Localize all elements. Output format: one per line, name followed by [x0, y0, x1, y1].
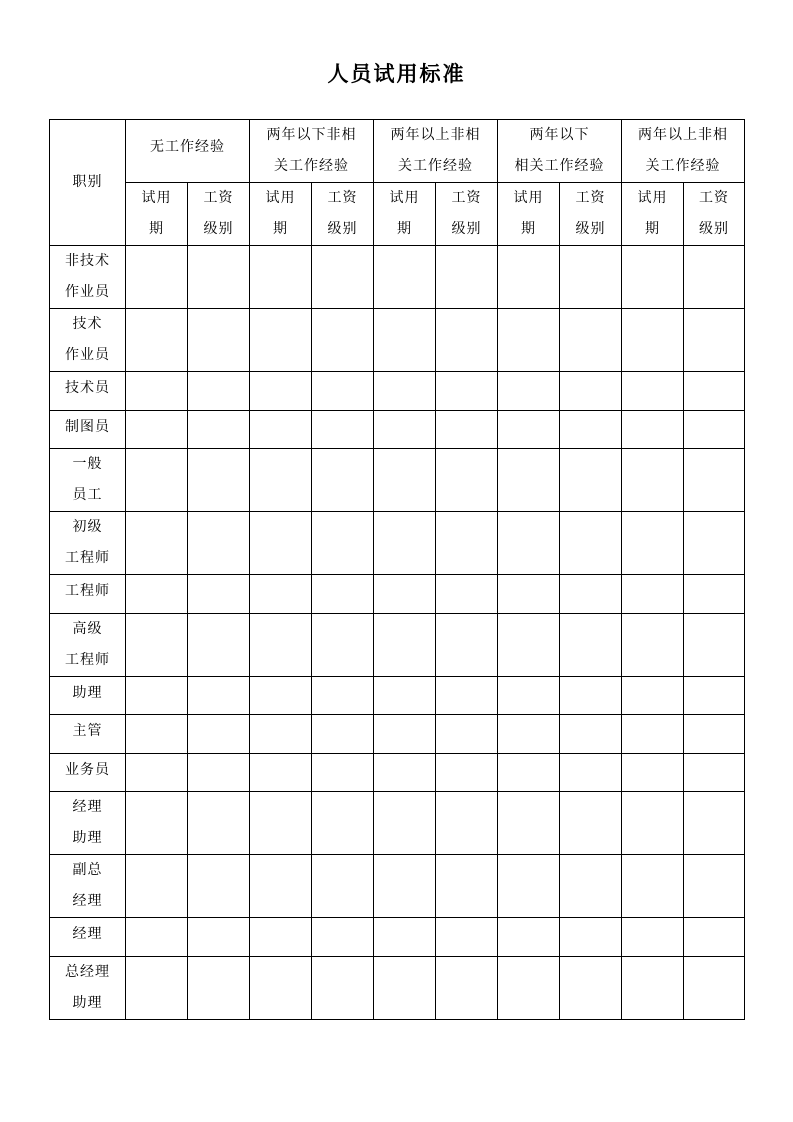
table-row [50, 918, 745, 957]
salary-value-cell[interactable] [684, 956, 745, 1019]
probation-value-cell[interactable] [126, 309, 188, 372]
probation-value-cell[interactable] [126, 372, 188, 411]
probation-value-cell[interactable] [622, 246, 684, 309]
salary-value-cell[interactable] [436, 918, 498, 957]
probation-value-cell[interactable] [622, 613, 684, 676]
probation-value-cell[interactable] [250, 918, 312, 957]
salary-value-cell[interactable] [684, 715, 745, 754]
role-cell [50, 246, 126, 309]
salary-header-cell [560, 183, 622, 246]
probation-value-cell[interactable] [498, 512, 560, 575]
salary-value-cell[interactable] [312, 512, 374, 575]
table-row [50, 575, 745, 614]
salary-value-cell[interactable] [436, 613, 498, 676]
group-header-cell [374, 120, 498, 183]
role-label: 一般 员工 [72, 456, 103, 503]
salary-header-cell [684, 183, 745, 246]
salary-value-cell[interactable] [188, 715, 250, 754]
salary-header-label: 工资 级别 [451, 190, 482, 237]
role-label: 主管 [72, 723, 103, 739]
salary-value-cell[interactable] [188, 575, 250, 614]
group-header-label: 两年以下非相 关工作经验 [266, 127, 357, 174]
probation-value-cell[interactable] [622, 449, 684, 512]
salary-value-cell[interactable] [312, 792, 374, 855]
probation-value-cell[interactable] [250, 512, 312, 575]
salary-value-cell[interactable] [188, 855, 250, 918]
role-label: 经理 [72, 926, 103, 942]
salary-header-label: 工资 级别 [699, 190, 729, 237]
table-row [50, 372, 745, 411]
table-row [50, 855, 745, 918]
probation-value-cell[interactable] [374, 676, 436, 715]
probation-value-cell[interactable] [126, 410, 188, 449]
salary-value-cell[interactable] [312, 372, 374, 411]
salary-value-cell[interactable] [312, 613, 374, 676]
probation-value-cell[interactable] [498, 449, 560, 512]
probation-value-cell[interactable] [126, 613, 188, 676]
probation-value-cell[interactable] [126, 246, 188, 309]
role-label: 制图员 [65, 418, 110, 435]
probation-value-cell[interactable] [622, 309, 684, 372]
role-cell [50, 676, 126, 715]
probation-value-cell[interactable] [498, 676, 560, 715]
group-header-cell [498, 120, 622, 183]
probation-value-cell[interactable] [250, 372, 312, 411]
probation-value-cell[interactable] [374, 410, 436, 449]
group-header-cell [622, 120, 745, 183]
salary-value-cell[interactable] [560, 792, 622, 855]
probation-value-cell[interactable] [374, 449, 436, 512]
role-label: 总经理 助理 [65, 963, 110, 1011]
salary-value-cell[interactable] [188, 613, 250, 676]
probation-value-cell[interactable] [374, 372, 436, 411]
role-header-cell [50, 120, 126, 246]
salary-value-cell[interactable] [436, 715, 498, 754]
role-label: 高级 工程师 [65, 620, 110, 668]
probation-value-cell[interactable] [250, 575, 312, 614]
probation-value-cell[interactable] [498, 410, 560, 449]
salary-value-cell[interactable] [436, 309, 498, 372]
salary-value-cell[interactable] [684, 676, 745, 715]
probation-value-cell[interactable] [498, 956, 560, 1019]
probation-header-cell [622, 183, 684, 246]
salary-value-cell[interactable] [560, 449, 622, 512]
salary-value-cell[interactable] [312, 956, 374, 1019]
salary-value-cell[interactable] [188, 753, 250, 792]
salary-value-cell[interactable] [684, 449, 745, 512]
probation-value-cell[interactable] [622, 792, 684, 855]
header-row-groups [50, 120, 745, 183]
role-cell [50, 372, 126, 411]
table-row [50, 792, 745, 855]
role-label: 经理 助理 [72, 799, 103, 846]
probation-value-cell[interactable] [374, 575, 436, 614]
salary-value-cell[interactable] [188, 512, 250, 575]
page-title: 人员试用标准 [327, 62, 466, 86]
salary-value-cell[interactable] [188, 449, 250, 512]
salary-value-cell[interactable] [188, 246, 250, 309]
salary-value-cell[interactable] [684, 246, 745, 309]
salary-value-cell[interactable] [312, 309, 374, 372]
probation-value-cell[interactable] [126, 512, 188, 575]
salary-value-cell[interactable] [560, 246, 622, 309]
probation-value-cell[interactable] [126, 792, 188, 855]
probation-value-cell[interactable] [622, 918, 684, 957]
probation-header-cell [250, 183, 312, 246]
salary-value-cell[interactable] [684, 613, 745, 676]
probation-value-cell[interactable] [250, 613, 312, 676]
salary-value-cell[interactable] [312, 918, 374, 957]
probation-standard-table [49, 119, 745, 1020]
salary-value-cell[interactable] [560, 613, 622, 676]
role-cell [50, 309, 126, 372]
role-label: 业务员 [65, 761, 110, 778]
role-cell [50, 575, 126, 614]
probation-value-cell[interactable] [374, 956, 436, 1019]
salary-value-cell[interactable] [436, 372, 498, 411]
probation-value-cell[interactable] [622, 715, 684, 754]
probation-value-cell[interactable] [250, 309, 312, 372]
table-row [50, 449, 745, 512]
role-label: 工程师 [65, 583, 110, 599]
table-row [50, 410, 745, 449]
salary-value-cell[interactable] [560, 410, 622, 449]
salary-value-cell[interactable] [436, 676, 498, 715]
salary-value-cell[interactable] [436, 956, 498, 1019]
table-row [50, 715, 745, 754]
probation-header-cell [126, 183, 188, 246]
probation-value-cell[interactable] [250, 715, 312, 754]
salary-value-cell[interactable] [188, 372, 250, 411]
salary-value-cell[interactable] [312, 449, 374, 512]
salary-value-cell[interactable] [684, 792, 745, 855]
group-header-label: 两年以上非相 关工作经验 [638, 127, 728, 174]
salary-value-cell[interactable] [436, 855, 498, 918]
salary-value-cell[interactable] [684, 918, 745, 957]
probation-value-cell[interactable] [374, 918, 436, 957]
probation-header-cell [374, 183, 436, 246]
salary-value-cell[interactable] [188, 676, 250, 715]
role-cell [50, 855, 126, 918]
role-cell [50, 792, 126, 855]
probation-value-cell[interactable] [498, 715, 560, 754]
role-cell [50, 449, 126, 512]
probation-value-cell[interactable] [250, 676, 312, 715]
probation-value-cell[interactable] [250, 449, 312, 512]
probation-value-cell[interactable] [126, 918, 188, 957]
salary-value-cell[interactable] [560, 855, 622, 918]
probation-value-cell[interactable] [498, 309, 560, 372]
salary-value-cell[interactable] [188, 309, 250, 372]
table-row [50, 753, 745, 792]
salary-value-cell[interactable] [312, 246, 374, 309]
probation-header-label: 试用 期 [389, 190, 420, 237]
salary-value-cell[interactable] [312, 575, 374, 614]
probation-value-cell[interactable] [126, 956, 188, 1019]
salary-value-cell[interactable] [684, 372, 745, 411]
probation-value-cell[interactable] [622, 372, 684, 411]
probation-value-cell[interactable] [374, 753, 436, 792]
probation-value-cell[interactable] [250, 956, 312, 1019]
salary-header-cell [188, 183, 250, 246]
salary-value-cell[interactable] [684, 855, 745, 918]
salary-value-cell[interactable] [560, 575, 622, 614]
salary-value-cell[interactable] [560, 715, 622, 754]
salary-value-cell[interactable] [188, 918, 250, 957]
probation-value-cell[interactable] [374, 309, 436, 372]
role-cell [50, 613, 126, 676]
probation-value-cell[interactable] [126, 753, 188, 792]
probation-value-cell[interactable] [498, 575, 560, 614]
salary-value-cell[interactable] [312, 855, 374, 918]
salary-value-cell[interactable] [684, 575, 745, 614]
role-label: 副总 经理 [72, 862, 103, 909]
probation-value-cell[interactable] [622, 512, 684, 575]
salary-value-cell[interactable] [188, 410, 250, 449]
probation-value-cell[interactable] [374, 715, 436, 754]
probation-value-cell[interactable] [250, 855, 312, 918]
probation-value-cell[interactable] [126, 676, 188, 715]
probation-value-cell[interactable] [622, 855, 684, 918]
salary-value-cell[interactable] [312, 676, 374, 715]
group-header-cell [250, 120, 374, 183]
role-label: 技术 作业员 [65, 316, 110, 363]
table-row [50, 676, 745, 715]
probation-value-cell[interactable] [498, 613, 560, 676]
probation-value-cell[interactable] [250, 753, 312, 792]
header-row-sub [50, 183, 745, 246]
probation-value-cell[interactable] [498, 246, 560, 309]
probation-value-cell[interactable] [622, 956, 684, 1019]
probation-value-cell[interactable] [374, 855, 436, 918]
role-label: 初级 工程师 [65, 519, 110, 566]
salary-header-label: 工资 级别 [327, 190, 358, 237]
table-row [50, 613, 745, 676]
role-cell [50, 753, 126, 792]
salary-value-cell[interactable] [188, 792, 250, 855]
role-cell [50, 918, 126, 957]
probation-value-cell[interactable] [126, 855, 188, 918]
probation-value-cell[interactable] [126, 715, 188, 754]
probation-value-cell[interactable] [622, 753, 684, 792]
salary-value-cell[interactable] [684, 410, 745, 449]
probation-header-label: 试用 期 [141, 190, 172, 237]
probation-value-cell[interactable] [374, 246, 436, 309]
salary-value-cell[interactable] [560, 918, 622, 957]
salary-value-cell[interactable] [560, 309, 622, 372]
probation-value-cell[interactable] [126, 575, 188, 614]
salary-header-cell [436, 183, 498, 246]
probation-value-cell[interactable] [498, 918, 560, 957]
probation-value-cell[interactable] [250, 246, 312, 309]
table-row [50, 246, 745, 309]
group-header-cell [126, 120, 250, 183]
probation-value-cell[interactable] [622, 575, 684, 614]
probation-value-cell[interactable] [498, 855, 560, 918]
salary-value-cell[interactable] [684, 753, 745, 792]
salary-value-cell[interactable] [560, 676, 622, 715]
probation-value-cell[interactable] [250, 410, 312, 449]
salary-value-cell[interactable] [436, 575, 498, 614]
salary-value-cell[interactable] [560, 956, 622, 1019]
probation-header-cell [498, 183, 560, 246]
role-label: 非技术 作业员 [65, 253, 110, 300]
salary-value-cell[interactable] [436, 512, 498, 575]
salary-value-cell[interactable] [312, 753, 374, 792]
probation-header-label: 试用 期 [265, 190, 296, 237]
probation-header-label: 试用 期 [513, 190, 544, 237]
probation-value-cell[interactable] [498, 372, 560, 411]
probation-value-cell[interactable] [622, 410, 684, 449]
role-cell [50, 715, 126, 754]
salary-value-cell[interactable] [560, 372, 622, 411]
salary-value-cell[interactable] [560, 753, 622, 792]
group-header-label: 无工作经验 [150, 138, 225, 155]
probation-value-cell[interactable] [374, 792, 436, 855]
salary-value-cell[interactable] [188, 956, 250, 1019]
role-header-label: 职别 [72, 174, 103, 190]
salary-value-cell[interactable] [436, 753, 498, 792]
role-label: 助理 [72, 684, 103, 701]
salary-value-cell[interactable] [436, 792, 498, 855]
role-cell [50, 956, 126, 1019]
salary-value-cell[interactable] [312, 410, 374, 449]
probation-value-cell[interactable] [126, 449, 188, 512]
group-header-label: 两年以下 相关工作经验 [514, 127, 605, 174]
salary-value-cell[interactable] [436, 449, 498, 512]
salary-value-cell[interactable] [684, 309, 745, 372]
salary-header-cell [312, 183, 374, 246]
table-row [50, 512, 745, 575]
table-row [50, 309, 745, 372]
salary-value-cell[interactable] [312, 715, 374, 754]
probation-value-cell[interactable] [622, 676, 684, 715]
salary-header-label: 工资 级别 [203, 190, 234, 237]
role-label: 技术员 [65, 380, 110, 396]
probation-header-label: 试用 期 [637, 190, 668, 237]
probation-value-cell[interactable] [498, 753, 560, 792]
salary-header-label: 工资 级别 [575, 190, 606, 237]
role-cell [50, 512, 126, 575]
role-cell [50, 410, 126, 449]
salary-value-cell[interactable] [436, 246, 498, 309]
salary-value-cell[interactable] [436, 410, 498, 449]
probation-value-cell[interactable] [250, 792, 312, 855]
probation-value-cell[interactable] [374, 512, 436, 575]
salary-value-cell[interactable] [684, 512, 745, 575]
table-row [50, 956, 745, 1019]
probation-value-cell[interactable] [374, 613, 436, 676]
probation-value-cell[interactable] [498, 792, 560, 855]
salary-value-cell[interactable] [560, 512, 622, 575]
group-header-label: 两年以上非相 关工作经验 [390, 127, 481, 174]
